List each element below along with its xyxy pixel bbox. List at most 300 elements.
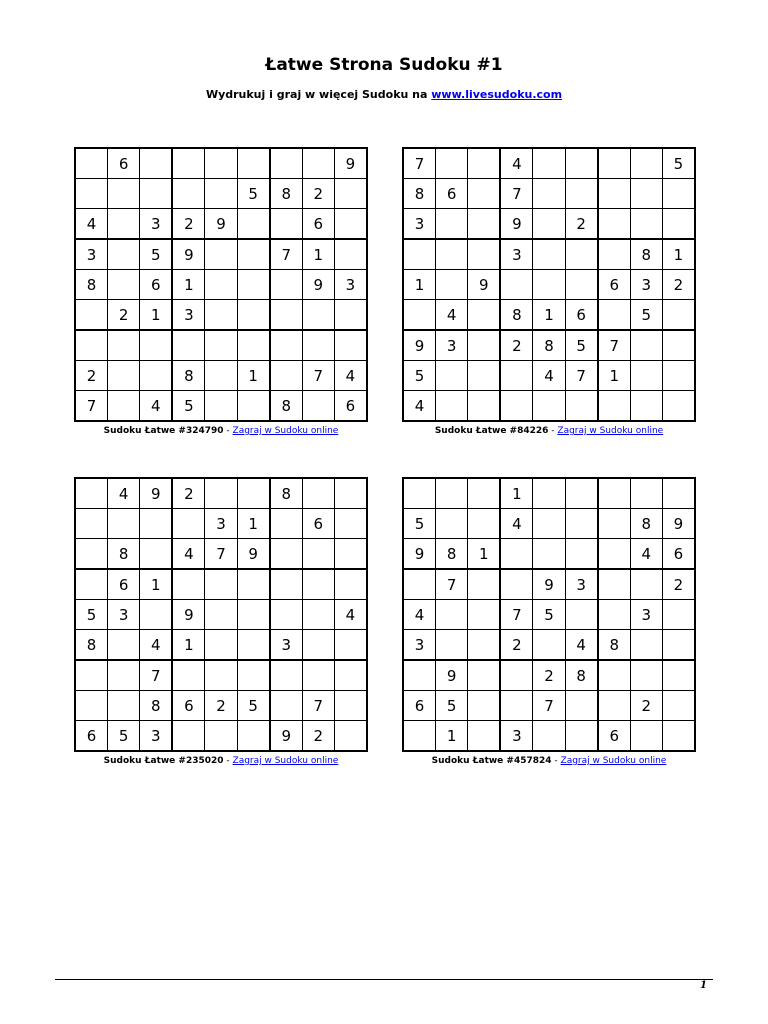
sudoku-cell: 8 (630, 239, 662, 270)
sudoku-cell (468, 391, 501, 422)
sudoku-cell: 9 (205, 209, 237, 240)
sudoku-cell (598, 478, 631, 509)
caption-separator: - (548, 426, 558, 436)
sudoku-cell: 1 (598, 361, 631, 391)
sudoku-cell: 8 (500, 300, 533, 331)
sudoku-cell (500, 660, 533, 691)
sudoku-cell: 3 (565, 569, 598, 600)
sudoku-row (403, 691, 695, 721)
caption-separator: - (223, 426, 233, 436)
sudoku-cell: 6 (302, 209, 334, 240)
sudoku-cell (533, 539, 565, 570)
sudoku-cell: 8 (108, 539, 140, 570)
sudoku-cell: 6 (108, 569, 140, 600)
sudoku-cell (205, 660, 237, 691)
caption-separator: - (551, 756, 561, 766)
sudoku-row (403, 209, 695, 240)
sudoku-cell: 1 (140, 300, 173, 331)
sudoku-cell: 1 (468, 539, 501, 570)
caption-separator: - (223, 756, 233, 766)
sudoku-cell: 2 (205, 691, 237, 721)
sudoku-cell (270, 539, 303, 570)
sudoku-cell (302, 300, 334, 331)
sudoku-cell (630, 660, 662, 691)
sudoku-cell (334, 179, 367, 209)
sudoku-cell: 7 (205, 539, 237, 570)
sudoku-cell: 8 (172, 361, 205, 391)
sudoku-cell (237, 148, 270, 179)
sudoku-cell (205, 721, 237, 752)
sudoku-cell (598, 600, 631, 630)
sudoku-cell: 7 (302, 691, 334, 721)
puzzle-name: Sudoku Łatwe #235020 (103, 756, 224, 766)
sudoku-cell (565, 539, 598, 570)
sudoku-row (75, 300, 367, 331)
sudoku-cell (108, 660, 140, 691)
sudoku-cell (403, 721, 436, 752)
sudoku-cell: 8 (436, 539, 468, 570)
sudoku-cell (270, 270, 303, 300)
sudoku-cell: 6 (565, 300, 598, 331)
sudoku-cell (598, 539, 631, 570)
sudoku-cell (533, 179, 565, 209)
play-online-link[interactable]: Zagraj w Sudoku online (232, 756, 339, 766)
sudoku-cell: 6 (403, 691, 436, 721)
sudoku-cell (302, 391, 334, 422)
sudoku-cell: 6 (334, 391, 367, 422)
sudoku-cell: 2 (565, 209, 598, 240)
sudoku-cell: 2 (500, 330, 533, 361)
sudoku-cell (108, 630, 140, 661)
sudoku-cell: 1 (302, 239, 334, 270)
sudoku-cell (533, 721, 565, 752)
sudoku-cell (237, 630, 270, 661)
sudoku-cell (172, 721, 205, 752)
puzzle-caption (402, 756, 696, 766)
sudoku-cell (140, 509, 173, 539)
sudoku-cell (468, 478, 501, 509)
sudoku-cell: 1 (237, 361, 270, 391)
sudoku-cell: 6 (172, 691, 205, 721)
sudoku-cell (205, 239, 237, 270)
sudoku-cell (75, 660, 108, 691)
sudoku-cell (334, 330, 367, 361)
sudoku-cell: 4 (533, 361, 565, 391)
sudoku-row (75, 478, 367, 509)
sudoku-cell (468, 179, 501, 209)
sudoku-cell: 9 (270, 721, 303, 752)
sudoku-cell: 4 (500, 509, 533, 539)
sudoku-cell (598, 391, 631, 422)
sudoku-cell (630, 179, 662, 209)
sudoku-cell: 4 (436, 300, 468, 331)
sudoku-row (403, 239, 695, 270)
sudoku-cell (270, 660, 303, 691)
sudoku-cell (270, 509, 303, 539)
sudoku-cell: 2 (108, 300, 140, 331)
sudoku-cell (270, 691, 303, 721)
sudoku-cell: 4 (140, 630, 173, 661)
sudoku-cell: 7 (270, 239, 303, 270)
sudoku-cell: 4 (565, 630, 598, 661)
sudoku-cell: 3 (140, 721, 173, 752)
sudoku-cell: 7 (533, 691, 565, 721)
sudoku-cell (237, 209, 270, 240)
sudoku-cell: 3 (403, 630, 436, 661)
sudoku-cell (436, 509, 468, 539)
sudoku-cell (565, 600, 598, 630)
sudoku-cell (75, 509, 108, 539)
sudoku-row (403, 539, 695, 570)
sudoku-cell (75, 569, 108, 600)
sudoku-cell (533, 270, 565, 300)
sudoku-row (403, 270, 695, 300)
sudoku-cell (598, 691, 631, 721)
sudoku-row (403, 148, 695, 179)
play-online-link[interactable]: Zagraj w Sudoku online (557, 426, 664, 436)
sudoku-cell: 5 (403, 509, 436, 539)
sudoku-cell (533, 148, 565, 179)
sudoku-cell: 2 (533, 660, 565, 691)
sudoku-cell: 5 (662, 148, 695, 179)
sudoku-cell: 9 (468, 270, 501, 300)
sudoku-cell (205, 569, 237, 600)
sudoku-puzzle (402, 147, 696, 436)
livesudoku-link[interactable]: www.livesudoku.com (431, 88, 563, 101)
sudoku-row (403, 300, 695, 331)
sudoku-row (403, 660, 695, 691)
sudoku-cell (205, 361, 237, 391)
sudoku-row (403, 478, 695, 509)
sudoku-cell (334, 300, 367, 331)
sudoku-row (403, 361, 695, 391)
sudoku-cell (533, 239, 565, 270)
sudoku-row (75, 660, 367, 691)
sudoku-cell (140, 539, 173, 570)
sudoku-cell (237, 239, 270, 270)
sudoku-cell (403, 569, 436, 600)
sudoku-cell: 2 (630, 691, 662, 721)
play-online-link[interactable]: Zagraj w Sudoku online (232, 426, 339, 436)
sudoku-cell: 6 (436, 179, 468, 209)
sudoku-cell (436, 209, 468, 240)
sudoku-cell: 9 (436, 660, 468, 691)
sudoku-row (75, 239, 367, 270)
sudoku-cell (237, 300, 270, 331)
sudoku-cell (403, 478, 436, 509)
sudoku-cell: 3 (630, 270, 662, 300)
sudoku-cell: 7 (500, 600, 533, 630)
sudoku-cell (302, 539, 334, 570)
subtitle-text: Wydrukuj i graj w więcej Sudoku na (205, 88, 432, 101)
sudoku-cell: 9 (302, 270, 334, 300)
sudoku-cell (533, 630, 565, 661)
sudoku-cell (334, 478, 367, 509)
sudoku-puzzle (74, 147, 368, 436)
sudoku-cell (468, 691, 501, 721)
sudoku-cell (237, 391, 270, 422)
sudoku-cell: 4 (630, 539, 662, 570)
sudoku-cell (237, 478, 270, 509)
sudoku-cell (598, 239, 631, 270)
sudoku-cell (205, 330, 237, 361)
sudoku-cell: 9 (403, 330, 436, 361)
sudoku-cell: 1 (172, 630, 205, 661)
sudoku-cell: 8 (630, 509, 662, 539)
sudoku-cell: 9 (237, 539, 270, 570)
page-title: Łatwe Strona Sudoku #1 (265, 55, 503, 75)
sudoku-cell (205, 478, 237, 509)
sudoku-cell (403, 660, 436, 691)
sudoku-cell (565, 721, 598, 752)
sudoku-cell: 9 (533, 569, 565, 600)
sudoku-cell: 3 (334, 270, 367, 300)
sudoku-row (75, 539, 367, 570)
sudoku-cell: 4 (403, 600, 436, 630)
sudoku-cell: 5 (237, 691, 270, 721)
sudoku-cell (172, 179, 205, 209)
sudoku-cell (533, 509, 565, 539)
puzzle-caption (402, 426, 696, 436)
sudoku-cell: 4 (334, 600, 367, 630)
sudoku-cell: 4 (75, 209, 108, 240)
sudoku-cell (302, 478, 334, 509)
sudoku-cell: 1 (500, 478, 533, 509)
sudoku-cell (270, 569, 303, 600)
sudoku-cell: 5 (108, 721, 140, 752)
sudoku-cell: 7 (302, 361, 334, 391)
sudoku-cell: 8 (598, 630, 631, 661)
sudoku-cell: 4 (403, 391, 436, 422)
sudoku-row (75, 179, 367, 209)
sudoku-cell (108, 391, 140, 422)
sudoku-cell: 6 (302, 509, 334, 539)
sudoku-cell (205, 148, 237, 179)
sudoku-cell (468, 569, 501, 600)
sudoku-cell (662, 330, 695, 361)
sudoku-cell: 2 (172, 209, 205, 240)
sudoku-cell (468, 630, 501, 661)
sudoku-cell (500, 391, 533, 422)
sudoku-cell (237, 721, 270, 752)
sudoku-cell (662, 478, 695, 509)
sudoku-cell (75, 691, 108, 721)
sudoku-cell (662, 391, 695, 422)
sudoku-cell (565, 239, 598, 270)
sudoku-cell (500, 691, 533, 721)
sudoku-cell: 7 (500, 179, 533, 209)
sudoku-cell (403, 239, 436, 270)
sudoku-cell (108, 239, 140, 270)
sudoku-cell (565, 270, 598, 300)
sudoku-cell (468, 509, 501, 539)
sudoku-cell (334, 569, 367, 600)
play-online-link[interactable]: Zagraj w Sudoku online (560, 756, 667, 766)
sudoku-row (403, 630, 695, 661)
sudoku-cell (565, 509, 598, 539)
sudoku-cell (565, 478, 598, 509)
sudoku-cell (468, 239, 501, 270)
sudoku-cell: 2 (302, 721, 334, 752)
sudoku-row (75, 391, 367, 422)
sudoku-cell (334, 539, 367, 570)
sudoku-cell: 7 (403, 148, 436, 179)
sudoku-cell: 8 (270, 179, 303, 209)
sudoku-cell: 2 (172, 478, 205, 509)
sudoku-cell: 8 (533, 330, 565, 361)
sudoku-cell (302, 630, 334, 661)
sudoku-cell (334, 660, 367, 691)
sudoku-cell (598, 179, 631, 209)
sudoku-cell (302, 148, 334, 179)
sudoku-row (403, 391, 695, 422)
sudoku-cell: 1 (172, 270, 205, 300)
sudoku-cell (140, 179, 173, 209)
sudoku-cell (662, 361, 695, 391)
sudoku-cell: 6 (598, 270, 631, 300)
sudoku-cell (172, 330, 205, 361)
sudoku-cell: 3 (436, 330, 468, 361)
sudoku-grid (74, 477, 368, 752)
sudoku-cell (533, 209, 565, 240)
sudoku-cell: 5 (140, 239, 173, 270)
sudoku-cell: 9 (500, 209, 533, 240)
sudoku-cell (630, 721, 662, 752)
sudoku-cell (237, 569, 270, 600)
footer-divider (55, 979, 713, 980)
sudoku-cell (468, 660, 501, 691)
sudoku-cell (468, 721, 501, 752)
sudoku-cell (533, 478, 565, 509)
sudoku-cell (205, 270, 237, 300)
sudoku-cell (500, 361, 533, 391)
sudoku-cell (436, 630, 468, 661)
sudoku-cell: 1 (140, 569, 173, 600)
sudoku-cell (334, 209, 367, 240)
sudoku-row (75, 691, 367, 721)
sudoku-cell (75, 179, 108, 209)
sudoku-cell (662, 179, 695, 209)
sudoku-cell: 8 (270, 478, 303, 509)
sudoku-cell (140, 361, 173, 391)
sudoku-cell (468, 300, 501, 331)
sudoku-cell (630, 148, 662, 179)
sudoku-cell (533, 391, 565, 422)
sudoku-cell: 5 (565, 330, 598, 361)
sudoku-cell (662, 660, 695, 691)
sudoku-cell (205, 600, 237, 630)
sudoku-cell: 5 (630, 300, 662, 331)
sudoku-cell: 1 (403, 270, 436, 300)
sudoku-cell (205, 630, 237, 661)
sudoku-cell (205, 391, 237, 422)
sudoku-cell: 4 (334, 361, 367, 391)
sudoku-grid (402, 477, 696, 752)
sudoku-cell: 5 (172, 391, 205, 422)
sudoku-cell (598, 209, 631, 240)
sudoku-puzzle (402, 477, 696, 766)
sudoku-cell: 5 (403, 361, 436, 391)
puzzle-caption (74, 756, 368, 766)
sudoku-cell (436, 270, 468, 300)
sudoku-cell (436, 361, 468, 391)
sudoku-cell: 1 (237, 509, 270, 539)
sudoku-cell (108, 270, 140, 300)
sudoku-cell (630, 330, 662, 361)
sudoku-cell: 8 (75, 270, 108, 300)
sudoku-cell (598, 148, 631, 179)
sudoku-cell: 1 (533, 300, 565, 331)
page-number: 1 (700, 980, 707, 991)
sudoku-cell: 9 (403, 539, 436, 570)
sudoku-cell: 2 (500, 630, 533, 661)
sudoku-cell (108, 361, 140, 391)
sudoku-cell (662, 600, 695, 630)
sudoku-cell (598, 509, 631, 539)
sudoku-cell: 2 (662, 270, 695, 300)
sudoku-cell (270, 209, 303, 240)
sudoku-cell (237, 330, 270, 361)
page-subtitle (0, 88, 768, 101)
sudoku-cell: 2 (662, 569, 695, 600)
sudoku-cell: 9 (662, 509, 695, 539)
sudoku-cell (662, 300, 695, 331)
sudoku-cell: 8 (403, 179, 436, 209)
sudoku-cell (500, 539, 533, 570)
sudoku-cell: 7 (75, 391, 108, 422)
sudoku-cell: 3 (270, 630, 303, 661)
sudoku-row (75, 721, 367, 752)
sudoku-cell: 9 (334, 148, 367, 179)
sudoku-cell (237, 660, 270, 691)
sudoku-cell (565, 148, 598, 179)
sudoku-row (75, 270, 367, 300)
sudoku-cell (500, 270, 533, 300)
sudoku-row (403, 330, 695, 361)
sudoku-cell: 6 (75, 721, 108, 752)
sudoku-cell (598, 569, 631, 600)
sudoku-cell (436, 239, 468, 270)
sudoku-cell: 6 (662, 539, 695, 570)
sudoku-cell (598, 660, 631, 691)
sudoku-row (75, 330, 367, 361)
sudoku-cell (630, 361, 662, 391)
sudoku-cell: 5 (237, 179, 270, 209)
sudoku-cell: 9 (172, 239, 205, 270)
sudoku-cell: 3 (172, 300, 205, 331)
sudoku-cell (334, 239, 367, 270)
sudoku-cell: 8 (140, 691, 173, 721)
sudoku-cell: 9 (172, 600, 205, 630)
sudoku-cell (468, 148, 501, 179)
sudoku-cell: 5 (75, 600, 108, 630)
sudoku-cell (662, 691, 695, 721)
sudoku-cell (75, 148, 108, 179)
sudoku-cell (436, 600, 468, 630)
sudoku-row (403, 569, 695, 600)
sudoku-cell (500, 569, 533, 600)
puzzle-name: Sudoku Łatwe #324790 (103, 426, 224, 436)
sudoku-cell: 6 (598, 721, 631, 752)
sudoku-cell (662, 209, 695, 240)
sudoku-cell: 3 (500, 721, 533, 752)
sudoku-cell (334, 509, 367, 539)
sudoku-cell (436, 148, 468, 179)
sudoku-cell: 3 (630, 600, 662, 630)
sudoku-cell (468, 600, 501, 630)
sudoku-cell (565, 391, 598, 422)
sudoku-cell (270, 300, 303, 331)
